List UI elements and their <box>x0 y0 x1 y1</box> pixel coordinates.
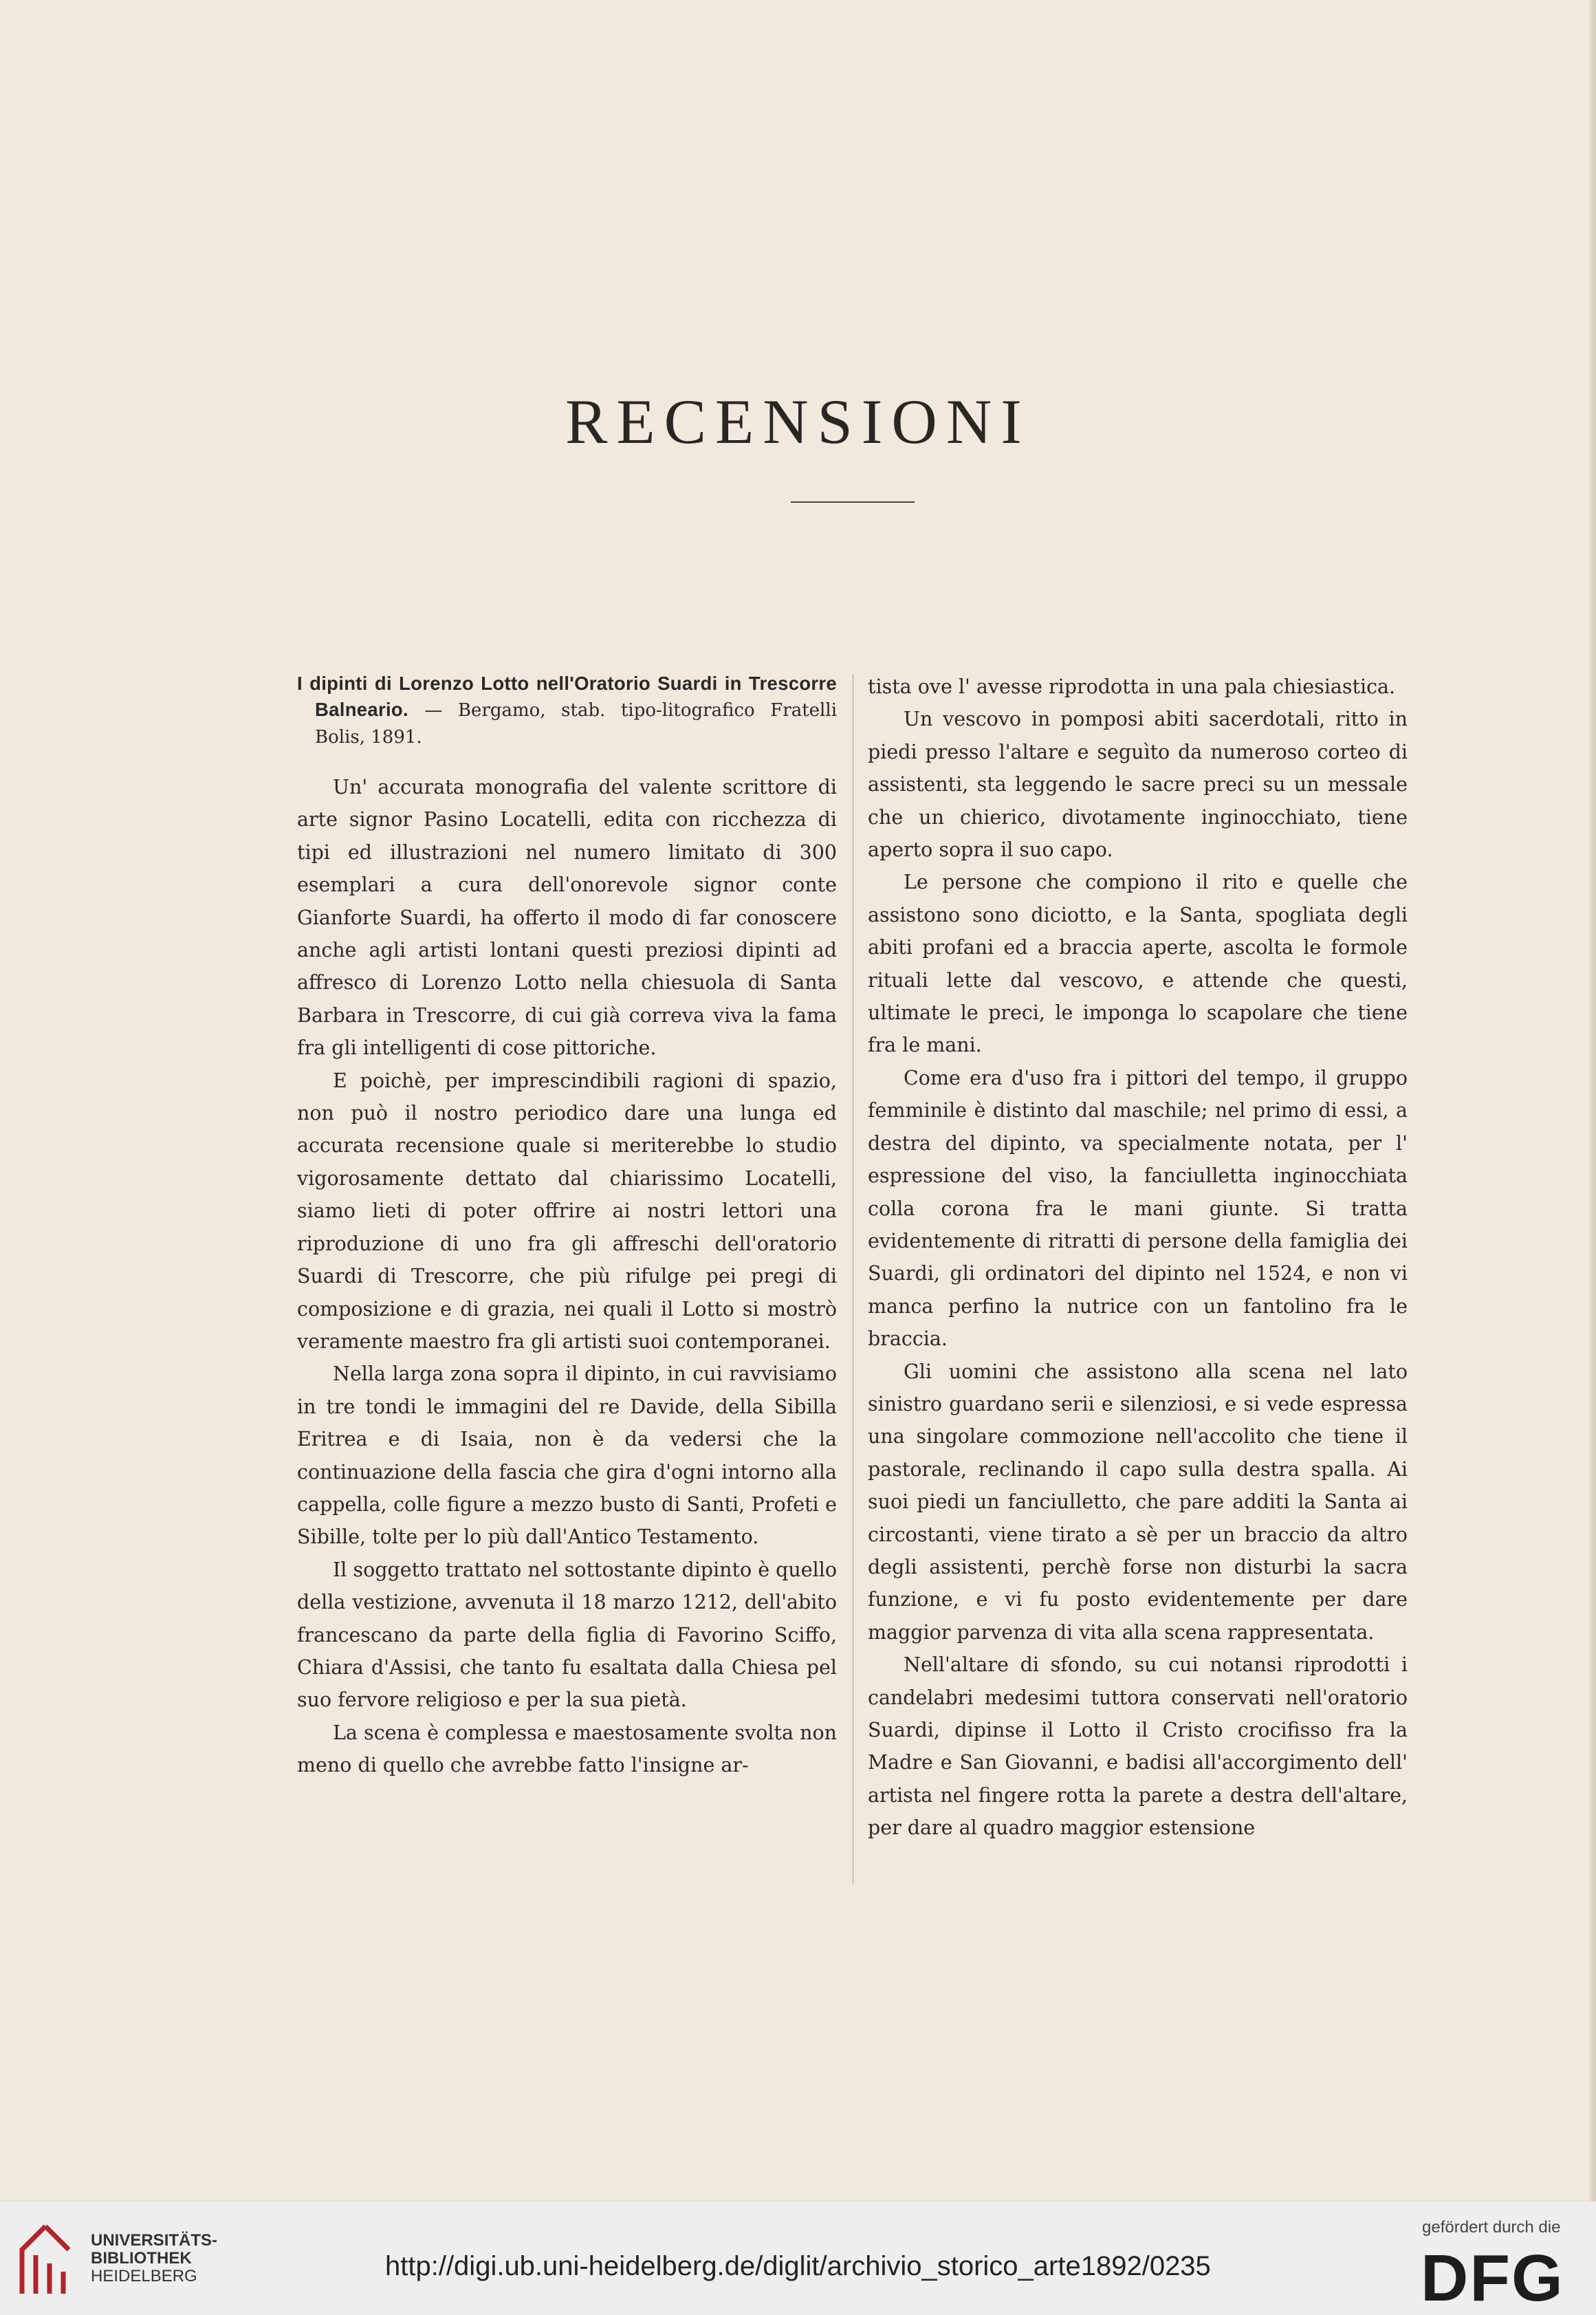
paragraph: Un' accurata monografia del valente scrittore di arte signor Pasino Locatelli, edita con ricchezza di tipi ed illustrazioni nel numero limitato di 300 esemplari a cura dell'onorevole signor conte Gianforte Suardi, ha offerto il modo di far conoscere anche agli artisti lontani questi preziosi dipinti ad affresco di Lorenzo Lotto nella chiesuola di Santa Barbara in Trescorre, di cui già correva viva la fama fra gli intelligenti di cose pittoriche. <box>297 776 837 1060</box>
paragraph: Gli uomini che assistono alla scena nel lato sinistro guardano serii e silenziosi, e si vede espressa una singolare commozione nell'accolito che tiene il pastorale, reclinando il capo sulla destra spalla. Ai suoi piedi un fanciulletto, che pare additi la Santa ai circostanti, viene tirato a sè per un braccio da altro degli assistenti, perchè forse non disturbi la sacra funzione, e vi fu posto evidentemente per dare maggior parvenza di vita alla scena rappresentata. <box>868 1360 1408 1644</box>
right-column <box>868 671 1408 1845</box>
paragraph: Nell'altare di sfondo, su cui notansi riprodotti i candelabri medesimi tuttora conservati nell'oratorio Suardi, dipinse il Lotto il Cristo crocifisso fra la Madre e San Giovanni, e badisi all'accorgimento dell' artista nel fingere rotta la parete a destra dell'altare, per dare al quadro maggior estensione <box>868 1653 1408 1840</box>
paragraph: tista ove l' avesse riprodotta in una pala chiesiastica. <box>868 675 1396 698</box>
paragraph: Le persone che compiono il rito e quelle che assistono sono diciotto, e la Santa, spogliata degli abiti profani ed a braccia aperte, ascolta le formole rituali lette dal vescovo, e attende che questi, ultimate le preci, le imponga lo scapolare che tiene fra le mani. <box>868 871 1408 1057</box>
section-title: RECENSIONI <box>565 387 1031 457</box>
page-edge <box>1589 0 1596 2201</box>
paragraph: Nella larga zona sopra il dipinto, in cui ravvisiamo in tre tondi le immagini del re Davide, della Sibilla Eritrea e di Isaia, non è da vedersi che la continuazione della fascia che gira d'ogni intorno alla cappella, colle figure a mezzo busto di Santi, Profeti e Sibille, tolte per lo più dall'Antico Testamento. <box>297 1362 837 1549</box>
paragraph: Come era d'uso fra i pittori del tempo, il gruppo femminile è distinto dal maschile; nel primo di essi, a destra del dipinto, va specialmente notata, per l' espressione del viso, la fanciulletta inginocchiata colla corona fra le mani giunte. Si tratta evidentemente di ritratti di persone della famiglia dei Suardi, gli ordinatori del dipinto nel 1524, e non vi manca perfino la nutrice con un fantolino fra le braccia. <box>868 1066 1408 1351</box>
dfg-logo: DFG <box>1421 2241 1564 2315</box>
left-column <box>297 671 837 1782</box>
university-library-logo-icon <box>15 2222 76 2298</box>
paragraph: La scena è complessa e maestosamente svolta non meno di quello che avrebbe fatto l'insigne ar- <box>297 1721 837 1777</box>
paragraph: Un vescovo in pomposi abiti sacerdotali, ritto in piedi presso l'altare e seguìto da numeroso corteo di assistenti, sta leggendo le sacre preci su un messale che un chierico, divotamente inginocchiato, tiene aperto sopra il suo capo. <box>868 708 1408 862</box>
digitization-footer <box>0 2201 1596 2314</box>
paragraph: Il soggetto trattato nel sottostante dipinto è quello della vestizione, avvenuta il 18 marzo 1212, dell'abito francescano da parte della figlia di Favorino Sciffo, Chiara d'Assisi, che tanto fu esaltata dalla Chiesa pel suo fervore religioso e per la sua pietà. <box>297 1558 837 1712</box>
title-rule <box>791 501 915 503</box>
paragraph: E poichè, per imprescindibili ragioni di spazio, non può il nostro periodico dare una lunga ed accurata recensione quale si meriterebbe lo studio vigorosamente dettato dal chiarissimo Locatelli, siamo lieti di poter offrire ai nostri lettori una riproduzione di uno fra gli affreschi dell'oratorio Suardi di Trescorre, che più rifulge pei pregi di composizione e di grazia, nei quali il Lotto si mostrò veramente maestro fra gli artisti suoi contemporanei. <box>297 1069 837 1353</box>
review-title: I dipinti di Lorenzo Lotto nell'Oratorio Suardi in Trescorre Balneario. <box>297 673 837 720</box>
source-url-link[interactable]: http://digi.ub.uni-heidelberg.de/diglit/archivio_storico_arte1892/0235 <box>385 2251 1211 2281</box>
sponsor-label: gefördert durch die <box>1422 2218 1561 2237</box>
review-bibliography: — Bergamo, stab. tipo-litografico Fratelli Bolis, 1891. <box>315 700 838 748</box>
review-heading <box>297 671 837 750</box>
library-name: UNIVERSITÄTS- BIBLIOTHEK HEIDELBERG <box>91 2231 218 2285</box>
